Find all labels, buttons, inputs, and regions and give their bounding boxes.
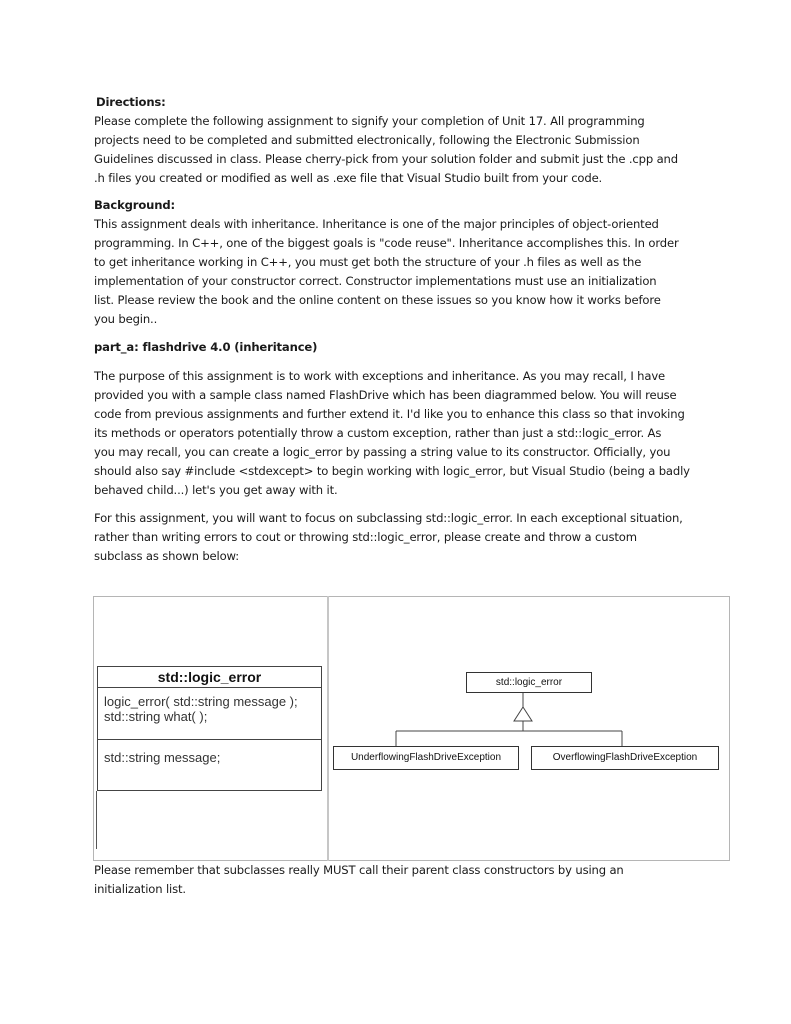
part-a-line: should also say #include <stdexcept> to begin working with logic_error, but Visual Studio (being a badly <box>94 464 690 478</box>
uml-class-name: std::logic_error <box>98 667 321 688</box>
part-a-line: you may recall, you can create a logic_error by passing a string value to its constructor. Officially, you <box>94 445 671 459</box>
directions-line: Guidelines discussed in class. Please cherry-pick from your solution folder and submit just the .cpp and <box>94 152 678 166</box>
uml-method: logic_error( std::string message ); <box>104 694 298 709</box>
part-a-line: subclass as shown below: <box>94 549 240 563</box>
child-class-box: UnderflowingFlashDriveException <box>333 746 519 770</box>
uml-attributes <box>98 740 321 765</box>
part-a-heading: part_a: flashdrive 4.0 (inheritance) <box>94 340 318 354</box>
uml-attribute: std::string message; <box>104 750 221 765</box>
part-a-line: For this assignment, you will want to focus on subclassing std::logic_error. In each exceptional situation, <box>94 511 683 525</box>
directions-section <box>94 93 704 188</box>
closing-section <box>94 861 704 899</box>
uml-frame-line <box>96 791 97 849</box>
background-line: implementation of your constructor correct. Constructor implementations must use an initialization <box>94 274 657 288</box>
part-a-paragraph-2 <box>94 509 704 566</box>
background-line: to get inheritance working in C++, you must get both the structure of your .h files as well as the <box>94 255 642 269</box>
directions-heading: Directions: <box>96 95 166 109</box>
background-heading: Background: <box>94 198 176 212</box>
directions-line: projects need to be completed and submitted electronically, following the Electronic Submission <box>94 133 640 147</box>
parent-class-box: std::logic_error <box>466 672 592 693</box>
inheritance-arrowhead <box>514 707 532 721</box>
uml-method: std::string what( ); <box>104 709 208 724</box>
directions-line: Please complete the following assignment to signify your completion of Unit 17. All programming <box>94 114 645 128</box>
background-line: you begin.. <box>94 312 158 326</box>
background-line: This assignment deals with inheritance. Inheritance is one of the major principles of object-oriented <box>94 217 659 231</box>
part-a-line: The purpose of this assignment is to work with exceptions and inheritance. As you may recall, I have <box>94 369 666 383</box>
background-line: list. Please review the book and the online content on these issues so you know how it works before <box>94 293 661 307</box>
part-a-line: its methods or operators potentially throw a custom exception, rather than just a std::logic_error. As <box>94 426 662 440</box>
part-a-line: behaved child...) let's you get away with it. <box>94 483 338 497</box>
uml-class-box <box>97 666 322 791</box>
part-a-line: rather than writing errors to cout or throwing std::logic_error, please create and throw a custom <box>94 530 637 544</box>
uml-methods <box>98 688 321 740</box>
closing-line: Please remember that subclasses really MUST call their parent class constructors by using an <box>94 863 624 877</box>
directions-line: .h files you created or modified as well as .exe file that Visual Studio built from your code. <box>94 171 603 185</box>
part-a-paragraph-1 <box>94 367 704 500</box>
background-section <box>94 196 704 329</box>
closing-line: initialization list. <box>94 882 186 896</box>
background-line: programming. In C++, one of the biggest goals is "code reuse". Inheritance accomplishes this. In order <box>94 236 679 250</box>
part-a-line: code from previous assignments and further extend it. I'd like you to enhance this class so that invoking <box>94 407 685 421</box>
inheritance-connectors <box>329 597 728 860</box>
child-class-box: OverflowingFlashDriveException <box>531 746 719 770</box>
part-a-line: provided you with a sample class named FlashDrive which has been diagrammed below. You will reuse <box>94 388 677 402</box>
